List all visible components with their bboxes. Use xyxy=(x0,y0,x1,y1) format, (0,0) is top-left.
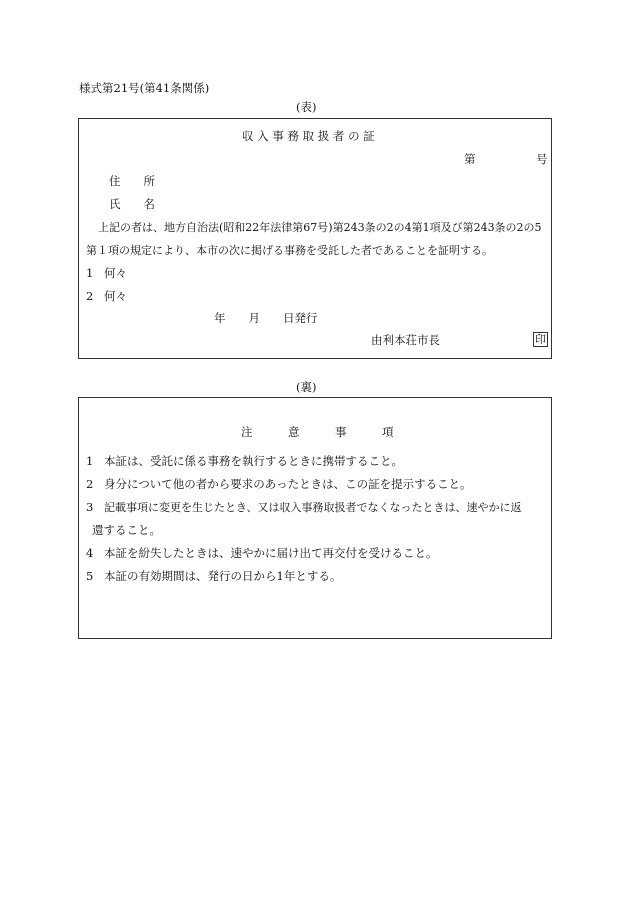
notes-title-char: 項 xyxy=(382,425,394,439)
address-label: 住 所 xyxy=(109,174,155,188)
official-seal-mark: 印 xyxy=(535,333,546,346)
note-text: 本証は、受託に係る事務を執行するときに携帯すること。 xyxy=(104,454,403,468)
certificate-title: 収 入 事 務 取 扱 者 の 証 xyxy=(242,129,375,143)
notes-title-char: 注 xyxy=(241,425,253,439)
note-number: 3 xyxy=(86,500,94,514)
back-notes-box xyxy=(78,397,552,639)
note-text: 本証を紛失したときは、速やかに届け出て再交付を受けること。 xyxy=(104,546,438,560)
notes-title-char: 意 xyxy=(288,425,300,439)
certificate-number-prefix: 第 xyxy=(464,152,476,166)
certification-body-line-2: 第１項の規定により、本市の次に掲げる事務を受託した者であることを証明する。 xyxy=(86,244,493,257)
front-certificate-box xyxy=(78,118,552,359)
note-number: 5 xyxy=(86,569,94,583)
note-text-continuation: 還すること。 xyxy=(92,523,161,537)
notes-title-char: 事 xyxy=(335,425,347,439)
issue-date: 年 月 日発行 xyxy=(214,311,318,325)
certification-body-line-1: 上記の者は、地方自治法(昭和22年法律第67号)第243条の2の4第1項及び第243条の2の5 xyxy=(98,221,542,234)
certificate-number-suffix: 号 xyxy=(536,152,548,166)
note-number: 1 xyxy=(86,454,94,468)
form-header: 様式第21号(第41条関係) xyxy=(79,81,210,95)
note-text: 本証の有効期間は、発行の日から1年とする。 xyxy=(104,569,342,583)
note-number: 4 xyxy=(86,546,94,560)
issuer-name: 由利本荘市長 xyxy=(371,333,440,347)
name-label: 氏 名 xyxy=(109,197,155,211)
note-text: 身分について他の者から要求のあったときは、この証を提示すること。 xyxy=(104,477,472,491)
note-number: 2 xyxy=(86,477,94,491)
entrusted-item-text: 何々 xyxy=(104,266,127,280)
entrusted-item-text: 何々 xyxy=(104,289,127,303)
back-side-label: (裏) xyxy=(296,380,317,394)
entrusted-item-number: 2 xyxy=(86,289,94,303)
front-side-label: (表) xyxy=(296,100,317,114)
note-text: 記載事項に変更を生じたとき、又は収入事務取扱者でなくなったときは、速やかに返 xyxy=(104,501,522,514)
entrusted-item-number: 1 xyxy=(86,266,94,280)
